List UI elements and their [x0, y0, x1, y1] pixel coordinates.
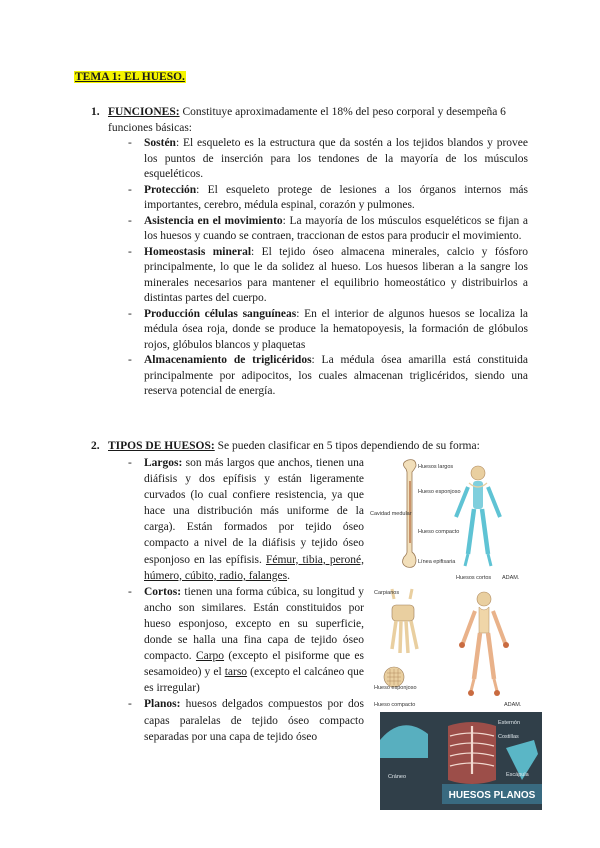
list-item: - Sostén: El esqueleto es la estructura que da sostén a los tejidos blandos y provee los puntos de inserción para los tendones de la mayoría de los músculos esqueléticos. [128, 137, 528, 180]
figure-label: Hueso compacto [418, 529, 460, 535]
short-bones-figure [372, 585, 528, 710]
section-heading-tipos [91, 438, 480, 454]
section-intro: Constituye aproximadamente el 18% del peso corporal y desempeña 6 [182, 106, 506, 118]
list-item: - Producción células sanguíneas: En el interior de algunos huesos se localiza la médula ósea roja, donde se produce la hematopoyesis, la formación de glóbulos rojos, glóbulos blancos y plaquetas [128, 307, 528, 351]
page-title: TEMA 1: EL HUESO. [75, 71, 185, 83]
long-bones-figure [370, 457, 528, 582]
section-number: 2. [91, 440, 100, 452]
figure-caption: HUESOS PLANOS [448, 790, 536, 801]
list-item: - Planos: huesos delgados compuestos por dos capas paralelas de tejido óseo compacto separadas por una capa de tejido óseo [128, 698, 364, 743]
section-title: FUNCIONES: [108, 106, 180, 118]
bone-types-list [128, 455, 364, 745]
section-title: TIPOS DE HUESOS: [108, 440, 215, 452]
section-heading-funciones [91, 104, 506, 120]
figure-label: Cráneo [388, 774, 407, 780]
figure-footer: Huesos cortos [456, 575, 492, 581]
list-item: - Cortos: tienen una forma cúbica, su longitud y ancho son similares. Están constituidos por hueso esponjoso, excepto en su superficie, donde se halla una fina capa de tejido óseo compacto. Carpo (excepto el pisiforme que es sesamoideo) y el tarso (excepto el calcáneo que es irregular) [128, 585, 364, 695]
figure-label: Hueso compacto [374, 702, 416, 708]
functions-list [128, 136, 528, 400]
figure-label: Hueso esponjoso [374, 685, 417, 691]
section-number: 1. [91, 106, 100, 118]
figure-label: Línea epifisaria [418, 559, 456, 565]
figure-label: Esternón [498, 720, 521, 726]
list-item: - Almacenamiento de triglicéridos: La médula ósea amarilla está constituida principalmente por adipocitos, los cuales almacenan triglicéridos, siendo una reserva potencial de energía. [128, 354, 528, 397]
figure-brand: ADAM. [502, 575, 520, 581]
ribcage-illustration [448, 722, 496, 784]
figure-brand: ADAM. [504, 702, 522, 708]
list-item: - Largos: son más largos que anchos, tienen una diáfisis y dos epífisis y están ligeramente curvados (lo cual confiere resistencia, ya que hace una distribución más uniforme de la carga). Están formados por tejido óseo compacto a nivel de la diáfisis y tejido óseo esponjoso en las epífisis. Fémur, tibia, peroné, húmero, cúbito, radio, falanges. [128, 457, 364, 582]
figure-label: Huesos largos [418, 464, 454, 470]
section-intro-continuation: funciones básicas: [108, 122, 192, 134]
list-item: - Homeostasis mineral: El tejido óseo almacena minerales, calcio y fósforo principalmente, lo que le da solidez al hueso. Los huesos liberan a la sangre los minerales necesarios para mantener el equilibrio homeostático y distribuirlos a distintas partes del cuerpo. [128, 245, 528, 304]
flat-bones-figure [380, 712, 542, 810]
figure-label: Cavidad medular [370, 511, 412, 517]
list-item: - Protección: El esqueleto protege de lesiones a los órganos internos más importantes, cerebro, médula espinal, corazón y pulmones. [128, 183, 528, 211]
figure-label: Costillas [498, 734, 519, 740]
figure-label: Escápula [506, 772, 529, 778]
section-intro: Se pueden clasificar en 5 tipos dependiendo de su forma: [217, 440, 480, 452]
list-item: - Asistencia en el movimiento: La mayoría de los músculos esqueléticos se fijan a los huesos y cuando se contraen, traccionan de estos para producir el movimiento. [128, 214, 528, 242]
figure-label: Hueso esponjoso [418, 489, 461, 495]
figure-label: Carpianos [374, 590, 400, 596]
